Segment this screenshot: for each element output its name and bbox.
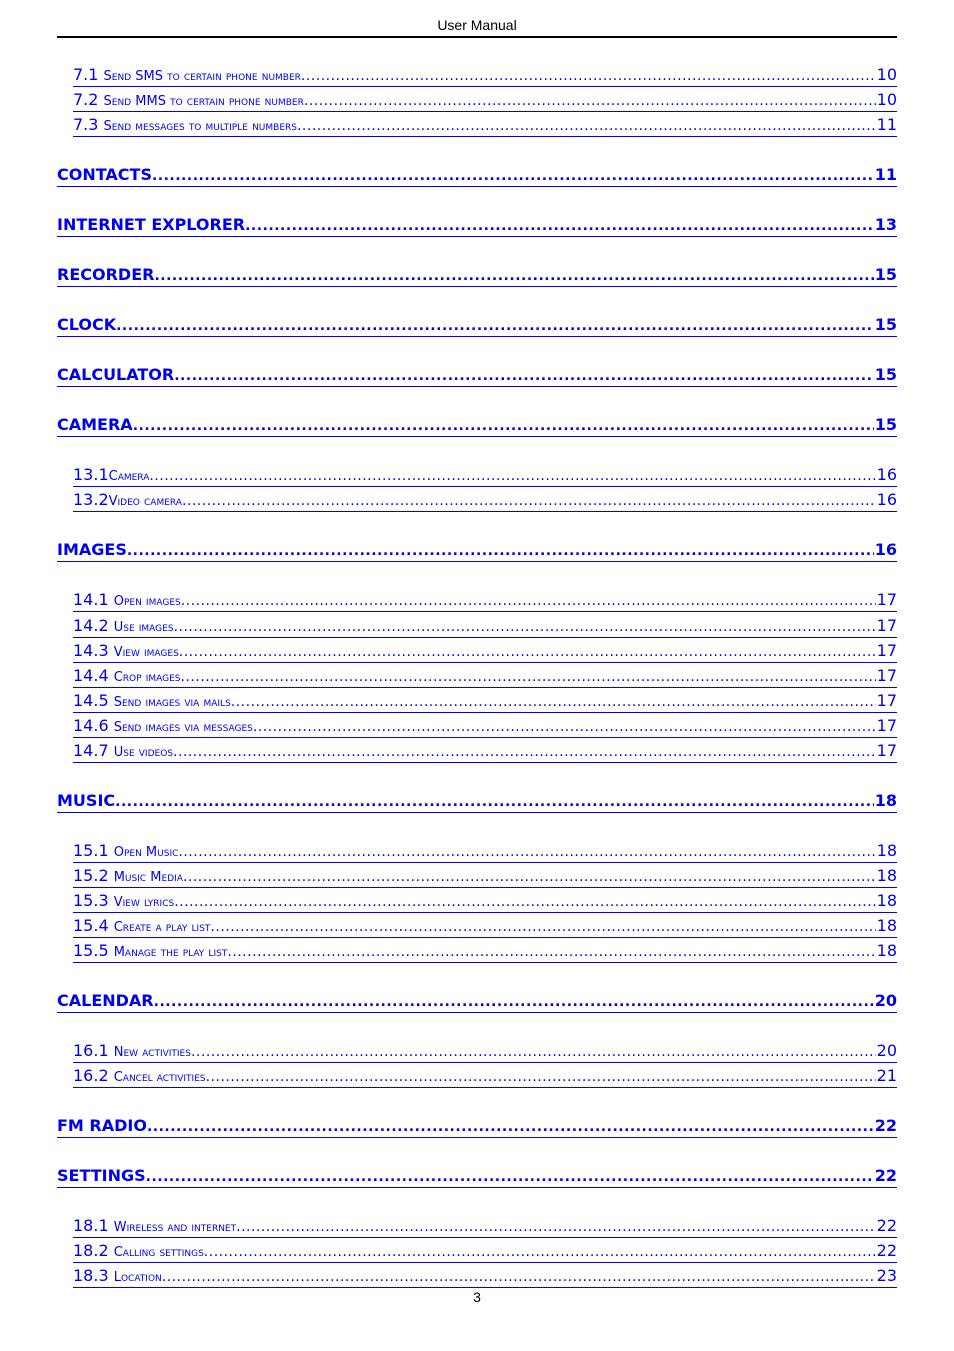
dot-leader — [181, 592, 876, 610]
toc-section-link[interactable] — [73, 742, 897, 763]
toc-page-number: 18 — [876, 842, 897, 860]
toc-entry-label — [73, 617, 174, 637]
dot-leader — [174, 618, 876, 636]
toc-page-number: 23 — [876, 1267, 897, 1285]
dot-leader — [133, 417, 874, 435]
dot-leader — [147, 1118, 874, 1136]
toc-page-number: 20 — [874, 992, 897, 1010]
toc-entry-label — [73, 942, 227, 962]
toc-page-number: 15 — [874, 416, 897, 434]
toc-section-number: 18.3 — [73, 1267, 114, 1285]
dot-leader — [180, 668, 875, 686]
toc-page-number: 17 — [876, 742, 897, 760]
toc-section-link[interactable] — [73, 642, 897, 663]
toc-entry-label — [73, 1042, 191, 1062]
toc-entry-label: MUSIC — [57, 792, 116, 810]
toc-section-title: Calling settings — [113, 1245, 204, 1260]
toc-entry-label — [73, 1267, 162, 1287]
toc-entry-label — [73, 466, 149, 486]
toc-section-title: Music Media — [113, 870, 183, 885]
toc-section-number: 16.1 — [73, 1042, 114, 1060]
toc-chapter-link[interactable] — [57, 166, 897, 187]
dot-leader — [154, 267, 873, 285]
toc-section-link[interactable] — [73, 667, 897, 688]
toc-section-title: Wireless and internet — [113, 1220, 237, 1235]
dot-leader — [154, 993, 874, 1011]
toc-chapter-link[interactable] — [57, 541, 897, 562]
toc-entry-label — [73, 491, 182, 511]
toc-section-number: 7.3 — [73, 116, 104, 134]
dot-leader — [183, 868, 876, 886]
toc-page-number: 17 — [876, 667, 897, 685]
toc-section-number: 7.2 — [73, 91, 104, 109]
toc-section-link[interactable] — [73, 617, 897, 638]
toc-section-number: 18.2 — [73, 1242, 114, 1260]
toc-page-number: 22 — [874, 1117, 897, 1135]
toc-entry-label: CAMERA — [57, 416, 133, 434]
toc-entry-label — [73, 66, 301, 86]
dot-leader — [115, 793, 874, 811]
toc-section-link[interactable] — [73, 591, 897, 612]
toc-section-number: 18.1 — [73, 1217, 114, 1235]
toc-section-number: 16.2 — [73, 1067, 114, 1085]
toc-section-number: 15.1 — [73, 842, 114, 860]
toc-section-number: 14.1 — [73, 591, 114, 609]
toc-section-title: Use videos — [113, 745, 173, 760]
toc-section-number: 14.2 — [73, 617, 114, 635]
toc-section-title: Location — [113, 1270, 162, 1285]
toc-section-title: View images — [113, 645, 179, 660]
toc-entry-label — [73, 1217, 236, 1237]
dot-leader — [149, 467, 875, 485]
dot-leader — [146, 1168, 874, 1186]
toc-page-number: 13 — [874, 216, 897, 234]
dot-leader — [210, 918, 875, 936]
toc-section-number: 13.1 — [73, 466, 109, 484]
toc-entry-label — [73, 692, 231, 712]
dot-leader — [179, 643, 876, 661]
toc-section-title: Send SMS to certain phone number — [103, 69, 301, 84]
toc-section-link[interactable] — [73, 491, 897, 512]
toc-page-number: 22 — [876, 1217, 897, 1235]
toc-section-number: 14.4 — [73, 667, 114, 685]
toc-page-number: 11 — [876, 116, 897, 134]
toc-page-number: 17 — [876, 692, 897, 710]
toc-section-title: Send MMS to certain phone number — [103, 94, 304, 109]
toc-chapter-link[interactable] — [57, 1167, 897, 1188]
toc-entry-label: CLOCK — [57, 316, 117, 334]
toc-section-link[interactable] — [73, 892, 897, 913]
toc-section-number: 15.3 — [73, 892, 114, 910]
toc-entry-label — [73, 1242, 204, 1262]
toc-section-title: New activities — [113, 1045, 191, 1060]
dot-leader — [191, 1043, 876, 1061]
dot-leader — [206, 1068, 876, 1086]
toc-section-link[interactable] — [73, 692, 897, 713]
toc-page-number: 20 — [876, 1042, 897, 1060]
toc-chapter-link[interactable] — [57, 366, 897, 387]
dot-leader — [174, 367, 874, 385]
toc-section-number: 7.1 — [73, 66, 104, 84]
dot-leader — [301, 67, 876, 85]
toc-entry-label: CALCULATOR — [57, 366, 175, 384]
toc-entry-label: INTERNET EXPLORER — [57, 216, 246, 234]
toc-section-link[interactable] — [73, 917, 897, 938]
toc-section-number: 15.5 — [73, 942, 114, 960]
toc-section-title: Open Music — [113, 845, 179, 860]
toc-chapter-link[interactable] — [57, 266, 897, 287]
toc-page-number: 16 — [876, 491, 897, 509]
toc-section-title: Create a play list — [113, 920, 211, 935]
dot-leader — [204, 1243, 876, 1261]
toc-section-link[interactable] — [73, 66, 897, 87]
toc-page-number: 22 — [876, 1242, 897, 1260]
toc-section-link[interactable] — [73, 1217, 897, 1238]
toc-section-title: Cancel activities — [113, 1070, 206, 1085]
toc-entry-label: CALENDAR — [57, 992, 154, 1010]
toc-page-number: 18 — [876, 867, 897, 885]
toc-section-number: 15.4 — [73, 917, 114, 935]
dot-leader — [245, 217, 874, 235]
toc-section-number: 15.2 — [73, 867, 114, 885]
toc-entry-label: RECORDER — [57, 266, 155, 284]
toc-entry-label — [73, 642, 179, 662]
toc-entry-label — [73, 1067, 206, 1087]
toc-entry-label — [73, 867, 183, 887]
toc-entry-label: FM RADIO — [57, 1117, 147, 1135]
toc-chapter-link[interactable] — [57, 992, 897, 1013]
toc-entry-label — [73, 842, 178, 862]
toc-page-number: 15 — [874, 266, 897, 284]
toc-section-title: Send messages to multiple numbers — [103, 119, 297, 134]
toc-section-link[interactable] — [73, 942, 897, 963]
toc-page-number: 18 — [876, 892, 897, 910]
dot-leader — [174, 893, 875, 911]
toc-entry-label — [73, 892, 174, 912]
header-divider — [57, 36, 897, 38]
toc-chapter-link[interactable] — [57, 416, 897, 437]
toc-entry-label: SETTINGS — [57, 1167, 146, 1185]
toc-section-link[interactable] — [73, 466, 897, 487]
toc-section-link[interactable] — [73, 91, 897, 112]
toc-section-link[interactable] — [73, 842, 897, 863]
toc-section-number: 14.3 — [73, 642, 114, 660]
dot-leader — [227, 943, 875, 961]
dot-leader — [304, 92, 876, 110]
toc-entry-label — [73, 917, 210, 937]
dot-leader — [162, 1268, 876, 1286]
toc-entry-label — [73, 116, 297, 136]
toc-page-number: 17 — [876, 617, 897, 635]
toc-entry-label — [73, 717, 253, 737]
toc-page-number: 10 — [876, 91, 897, 109]
dot-leader — [116, 317, 874, 335]
dot-leader — [231, 693, 876, 711]
toc-section-link[interactable] — [73, 1067, 897, 1088]
toc-page-number: 17 — [876, 591, 897, 609]
toc-section-title: Open images — [113, 594, 181, 609]
toc-page-number: 18 — [876, 917, 897, 935]
toc-chapter-link[interactable] — [57, 216, 897, 237]
toc-page-number: 17 — [876, 717, 897, 735]
toc-entry-label — [73, 91, 304, 111]
toc-page-number: 18 — [874, 792, 897, 810]
toc-section-title: Camera — [108, 469, 150, 484]
toc-section-title: View lyrics — [113, 895, 175, 910]
toc-page-number: 15 — [874, 316, 897, 334]
toc-page-number: 22 — [874, 1167, 897, 1185]
toc-section-link[interactable] — [73, 867, 897, 888]
toc-section-number: 14.6 — [73, 717, 114, 735]
toc-entry-label: CONTACTS — [57, 166, 152, 184]
toc-page-number: 17 — [876, 642, 897, 660]
toc-page-number: 15 — [874, 366, 897, 384]
toc-section-link[interactable] — [73, 1267, 897, 1288]
toc-section-title: Send images via mails — [113, 695, 231, 710]
toc-page-number: 18 — [876, 942, 897, 960]
toc-entry-label — [73, 591, 181, 611]
toc-page-number: 21 — [876, 1067, 897, 1085]
toc-section-link[interactable] — [73, 1042, 897, 1063]
toc-section-link[interactable] — [73, 116, 897, 137]
dot-leader — [297, 117, 876, 135]
toc-entry-label: IMAGES — [57, 541, 127, 559]
toc-chapter-link[interactable] — [57, 792, 897, 813]
toc-page-number: 16 — [874, 541, 897, 559]
dot-leader — [173, 743, 876, 761]
dot-leader — [178, 843, 875, 861]
toc-page-number: 11 — [874, 166, 897, 184]
dot-leader — [182, 492, 876, 510]
toc-section-link[interactable] — [73, 1242, 897, 1263]
dot-leader — [152, 167, 874, 185]
toc-entry-label — [73, 667, 180, 687]
dot-leader — [253, 718, 876, 736]
toc-section-title: Use images — [113, 620, 174, 635]
dot-leader — [127, 542, 874, 560]
toc-section-title: Send images via messages — [113, 720, 253, 735]
page-header-title: User Manual — [437, 17, 517, 33]
page-number: 3 — [473, 1289, 481, 1305]
toc-section-link[interactable] — [73, 717, 897, 738]
toc-entry-label — [73, 742, 173, 762]
toc-chapter-link[interactable] — [57, 316, 897, 337]
toc-section-number: 14.5 — [73, 692, 114, 710]
toc-section-number: 14.7 — [73, 742, 114, 760]
toc-page-number: 16 — [876, 466, 897, 484]
toc-page-number: 10 — [876, 66, 897, 84]
dot-leader — [236, 1218, 876, 1236]
toc-chapter-link[interactable] — [57, 1117, 897, 1138]
toc-section-number: 13.2 — [73, 491, 109, 509]
toc-section-title: Manage the play list — [113, 945, 228, 960]
toc-section-title: Video camera — [108, 494, 182, 509]
toc-section-title: Crop images — [113, 670, 181, 685]
